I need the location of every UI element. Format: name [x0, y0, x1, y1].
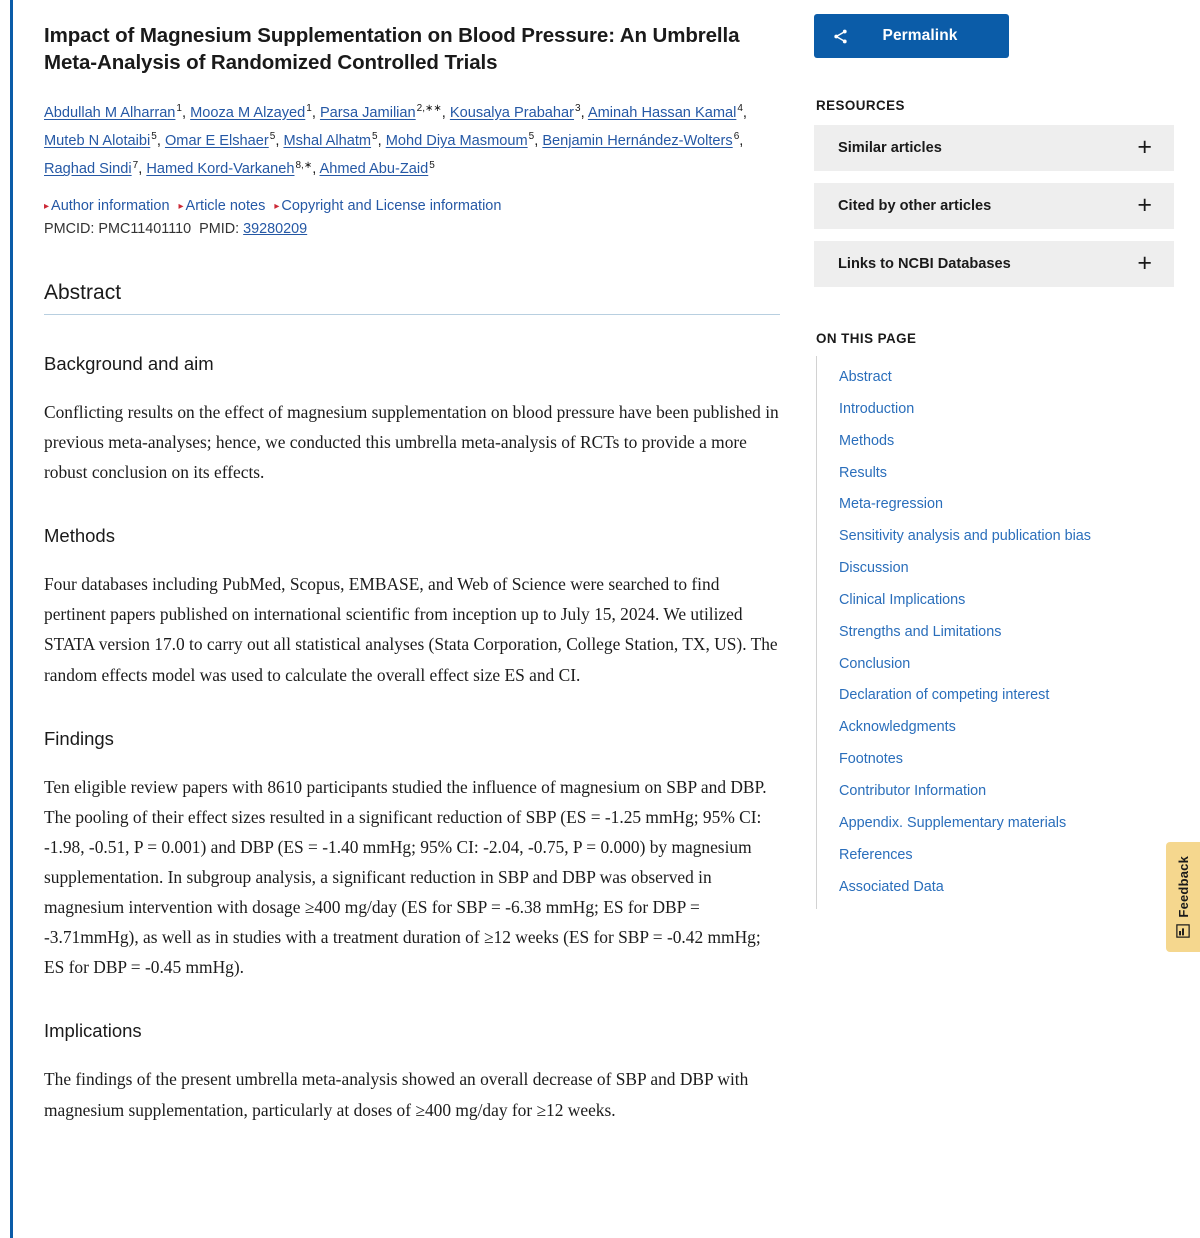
author-affiliation-marker: 4 [737, 102, 743, 114]
on-this-page-item-methods[interactable]: Methods [839, 432, 895, 449]
author-affiliation-marker: 7 [132, 159, 139, 171]
plus-icon[interactable]: + [1137, 190, 1152, 219]
author-affiliation-marker: 6 [733, 131, 740, 143]
author-link[interactable]: Ahmed Abu-Zaid [319, 161, 429, 178]
left-accent-rule [10, 0, 13, 1238]
permalink-button[interactable] [814, 14, 1009, 58]
author-link[interactable]: Abdullah M Alharran [44, 104, 176, 121]
on-this-page-item-appendix-supplementary-materials[interactable]: Appendix. Supplementary materials [839, 814, 1067, 831]
author-link[interactable]: Raghad Sindi [44, 161, 132, 178]
meta-link[interactable]: Author information [51, 197, 170, 214]
on-this-page-item-results[interactable]: Results [839, 464, 887, 481]
author-list: Abdullah M Alharran$^1$, Mooza M Alzayed$^1$, Parsa Jamilian$^{2,∗∗}$, Kousalya Prabahar$^3$, Aminah Hassan Kamal$^4$, Muteb N Alotaibi$^5$, Omar E Elshaer$^5$, Mshal Alhatm$^5$, Mohd Diya Masmoum$^5$, Benjamin Hernández-Wolters$^6$, Raghad Sindi$^7$, Hamed Kord-Varkaneh$^{8,∗}$, Ahmed Abu-Zaid$^5$ [44, 102, 747, 178]
author-affiliation-marker: 1 [176, 102, 182, 114]
author-link[interactable]: Parsa Jamilian [319, 104, 416, 121]
share-icon [832, 28, 849, 45]
on-this-page-item-discussion[interactable]: Discussion [839, 560, 909, 577]
sidebar [800, 0, 1200, 909]
plus-icon[interactable]: + [1137, 132, 1152, 161]
abstract-paragraph-background: Conflicting results on the effect of magnesium supplementation on blood pressure have been published in previous meta-analyses; hence, we conducted this umbrella meta-analysis of RCTs to provide a more robust conclusion on its effects. [44, 401, 779, 483]
abstract-paragraph-findings: Ten eligible review papers with 8610 participants studied the influence of magnesium on SBP and DBP. The pooling of their effect sizes resulted in a significant reduction of SBP (ES = -1.25 mmHg; 95% CI: -1.98, -0.51, P = 0.001) and DBP (ES = -1.40 mmHg; 95% CI: -2.04, -0.75, P = 0.000) by magnesium supplementation. In subgroup analysis, a significant reduction in SBP and DBP was observed in magnesium intervention with dosage ≥400 mg/day (ES for SBP = -6.38 mmHg; ES for DBP = -3.71mmHg), as well as in studies with a treatment duration of ≥12 weeks (ES for SBP = -0.42 mmHg; ES for DBP = -0.45 mmHg). [44, 776, 767, 978]
on-this-page-heading: ON THIS PAGE [816, 331, 917, 346]
abstract-heading: Abstract [44, 281, 780, 315]
accordion-label: Cited by other articles [838, 198, 992, 214]
author-link[interactable]: Omar E Elshaer [164, 132, 269, 149]
accordion-label: Similar articles [838, 140, 942, 156]
abstract-subheading-background: Background and aim [44, 352, 214, 374]
triangle-right-icon: ▸ [44, 200, 50, 212]
author-link[interactable]: Mohd Diya Masmoum [385, 132, 528, 149]
abstract-paragraph-methods: Four databases including PubMed, Scopus, EMBASE, and Web of Science were searched to find pertinent papers published on international scientific from inception up to July 15, 2024. We utilized STATA version 17.0 to carry out all statistical analyses (Stata Corporation, College Station, TX, US). The random effects model was used to calculate the overall effect size ES and CI. [44, 574, 778, 685]
abstract-paragraph-implications: The findings of the present umbrella meta-analysis showed an overall decrease of SBP and DBP with magnesium supplementation, particularly at doses of ≥400 mg/day for ≥12 weeks. [44, 1069, 749, 1120]
plus-icon[interactable]: + [1137, 248, 1152, 277]
triangle-right-icon: ▸ [178, 200, 184, 212]
author-affiliation-marker: 5 [429, 159, 435, 171]
meta-link-item[interactable] [179, 198, 266, 214]
author-affiliation-marker: 1 [306, 102, 312, 114]
on-this-page-item-strengths-and-limitations[interactable]: Strengths and Limitations [839, 623, 1002, 640]
on-this-page-item-footnotes[interactable]: Footnotes [839, 751, 903, 768]
author-link[interactable]: Kousalya Prabahar [449, 104, 575, 121]
author-affiliation-marker: 5 [151, 131, 157, 143]
feedback-tab-label: Feedback [1175, 856, 1191, 918]
on-this-page-item-references[interactable]: References [839, 846, 913, 863]
author-affiliation-marker: 5 [372, 131, 378, 143]
on-this-page-item-conclusion[interactable]: Conclusion [839, 655, 911, 672]
meta-link-item[interactable] [44, 198, 170, 214]
article-identifiers [44, 221, 780, 237]
author-affiliation-marker: 5 [269, 131, 276, 143]
meta-link[interactable]: Copyright and License information [281, 197, 502, 214]
on-this-page-item-associated-data[interactable]: Associated Data [839, 878, 944, 895]
meta-link[interactable]: Article notes [185, 197, 266, 214]
resources-heading: RESOURCES [816, 98, 905, 113]
accordion-item-cited-by-other-articles[interactable] [814, 183, 1174, 229]
feedback-tab[interactable] [1166, 842, 1200, 952]
page-title: Impact of Magnesium Supplementation on Blood Pressure: An Umbrella Meta-Analysis of Randomized Controlled Trials [44, 24, 740, 75]
accordion-label: Links to NCBI Databases [838, 256, 1011, 272]
on-this-page-item-contributor-information[interactable]: Contributor Information [839, 782, 987, 799]
author-affiliation-marker: 8,∗ [295, 159, 313, 171]
on-this-page-item-declaration-of-competing-interest[interactable]: Declaration of competing interest [839, 687, 1050, 704]
abstract-body [44, 353, 780, 1125]
abstract-subheading-findings: Findings [44, 727, 114, 749]
pmid-label: PMID: [199, 220, 240, 237]
author-link[interactable]: Aminah Hassan Kamal [587, 104, 737, 121]
triangle-right-icon: ▸ [274, 200, 280, 212]
on-this-page-nav [816, 356, 1174, 909]
on-this-page-item-introduction[interactable]: Introduction [839, 400, 915, 417]
author-link[interactable]: Mshal Alhatm [283, 132, 372, 149]
author-affiliation-marker: 5 [528, 131, 535, 143]
author-link[interactable]: Muteb N Alotaibi [44, 132, 151, 149]
author-link[interactable]: Hamed Kord-Varkaneh [146, 161, 295, 178]
author-link[interactable]: Benjamin Hernández-Wolters [542, 132, 733, 149]
meta-link-item[interactable] [274, 198, 501, 214]
chart-icon [1176, 924, 1190, 938]
resources-accordion [814, 125, 1174, 287]
accordion-item-similar-articles[interactable] [814, 125, 1174, 171]
author-affiliation-marker: 2,∗∗ [416, 102, 442, 114]
on-this-page-item-sensitivity-analysis-and-publication-bias[interactable]: Sensitivity analysis and publication bias [839, 528, 1091, 545]
on-this-page-item-meta-regression[interactable]: Meta-regression [839, 496, 943, 513]
author-affiliation-marker: 3 [575, 102, 581, 114]
article-meta-links [44, 198, 780, 214]
author-link[interactable]: Mooza M Alzayed [190, 104, 306, 121]
on-this-page-item-abstract[interactable]: Abstract [839, 369, 892, 385]
permalink-button-label: Permalink [882, 27, 958, 44]
pmid-link[interactable]: 39280209 [243, 220, 308, 237]
on-this-page-item-clinical-implications[interactable]: Clinical Implications [839, 591, 966, 608]
pmcid-label: PMCID: PMC11401110 [44, 220, 192, 237]
abstract-subheading-methods: Methods [44, 525, 115, 547]
accordion-item-links-to-ncbi-databases[interactable] [814, 241, 1174, 287]
abstract-subheading-implications: Implications [44, 1020, 142, 1042]
on-this-page-item-acknowledgments[interactable]: Acknowledgments [839, 719, 956, 736]
